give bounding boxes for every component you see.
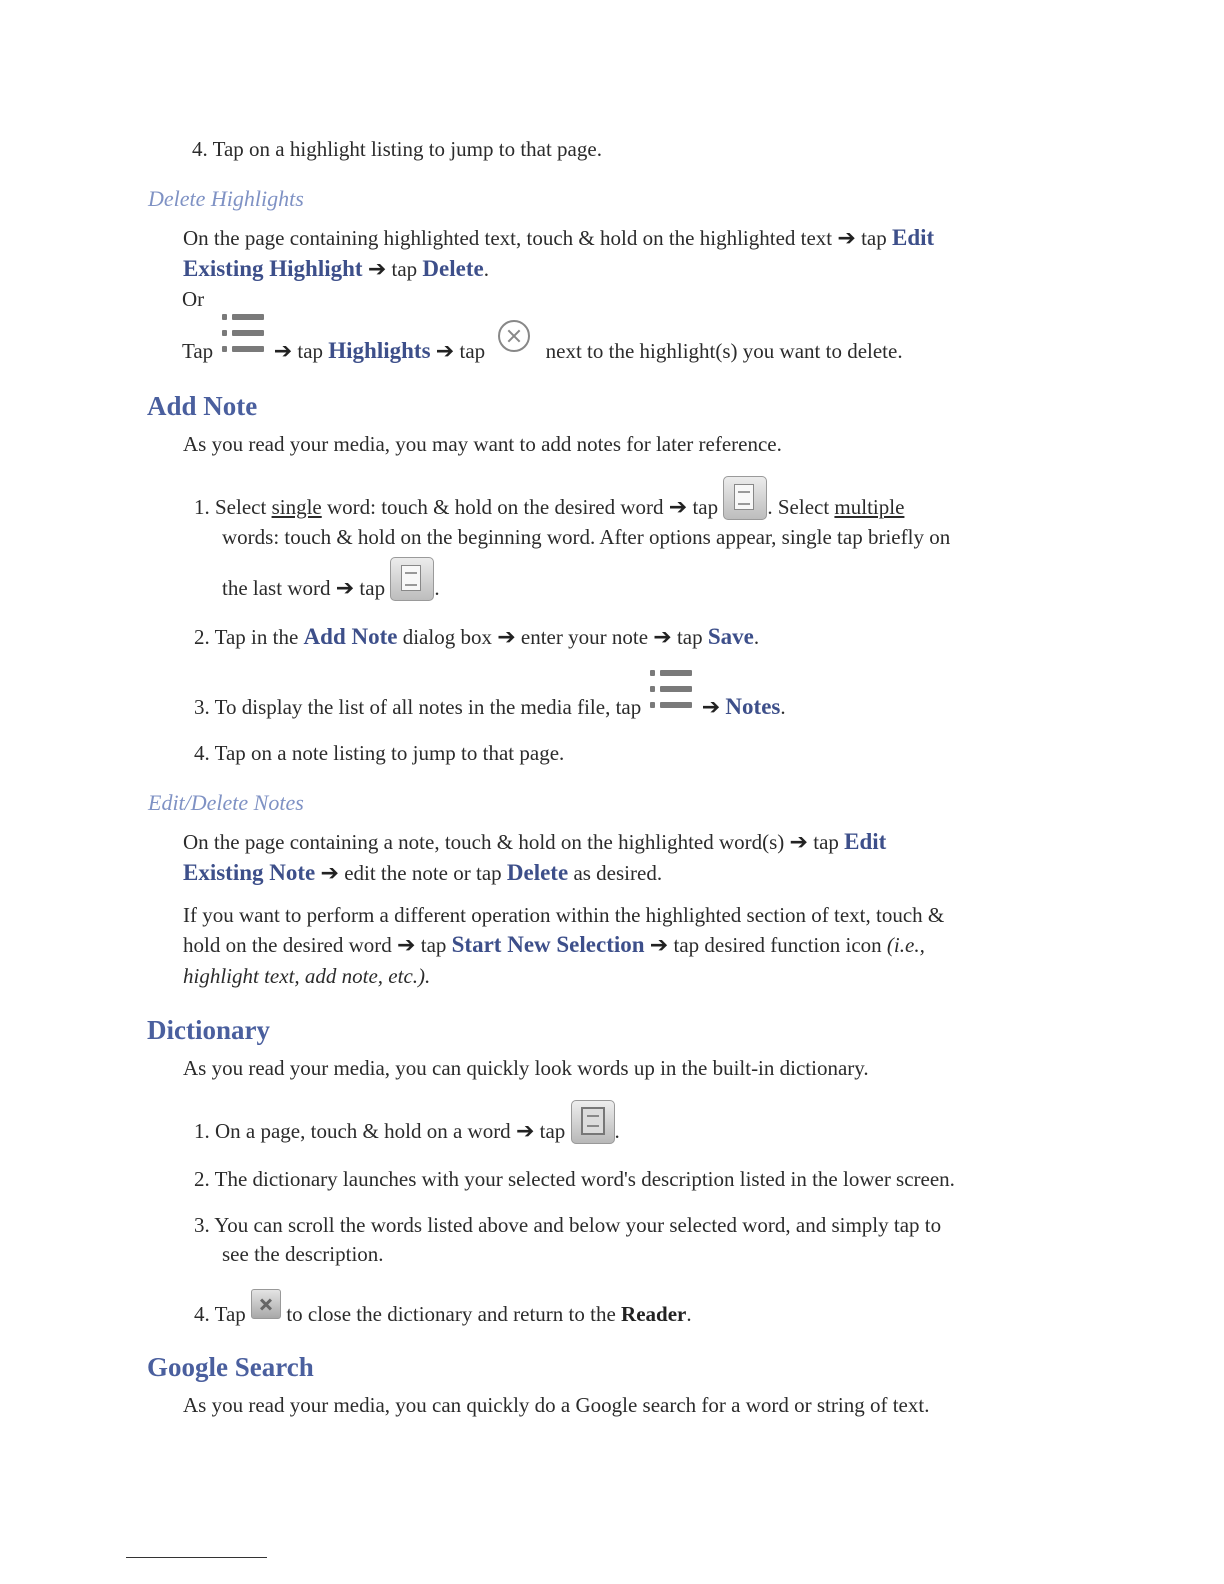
edit-delete-notes-heading: Edit/Delete Notes xyxy=(148,790,304,815)
step-number: 1. xyxy=(194,495,210,519)
keyword-edit: Edit xyxy=(844,829,887,854)
paragraph-text: tap xyxy=(692,495,719,519)
arrow-icon: ➔ xyxy=(515,1119,535,1144)
dictionary-heading: Dictionary xyxy=(147,1015,270,1045)
paragraph-text: On a page, touch & hold on a word xyxy=(215,1119,511,1143)
keyword-existing-note: Existing Note xyxy=(183,860,316,885)
paragraph-text: tap desired function icon xyxy=(673,933,882,957)
close-icon xyxy=(251,1289,281,1319)
paragraph-text: Tap on a note listing to jump to that page. xyxy=(214,741,565,765)
underlined-text-multiple: multiple xyxy=(834,495,905,519)
paragraph-text: Tap xyxy=(214,1302,246,1326)
delete-highlights-paragraph-line2 xyxy=(183,254,489,285)
step-number: 4. xyxy=(194,1302,210,1326)
paragraph-text: word: touch & hold on the desired word xyxy=(326,495,664,519)
edit-delete-notes-p2-line2 xyxy=(183,930,925,961)
add-note-step-1-line2: words: touch & hold on the beginning word. After options appear, single tap briefly on xyxy=(222,525,951,549)
highlights-step-4 xyxy=(192,134,602,164)
keyword-add-note: Add Note xyxy=(303,624,398,649)
paragraph-text: . xyxy=(780,695,786,719)
keyword-edit: Edit xyxy=(891,225,935,250)
paragraph-text: the last word xyxy=(222,576,331,600)
add-note-step-3 xyxy=(194,666,786,738)
add-note-step-2 xyxy=(194,622,759,653)
edit-delete-notes-p2-line1: If you want to perform a different operation within the highlighted section of text, touch & xyxy=(183,903,945,927)
paragraph-text: Tap xyxy=(182,339,214,363)
note-icon xyxy=(723,476,767,520)
paragraph-text: tap xyxy=(420,933,447,957)
paragraph-text: tap xyxy=(861,226,887,250)
keyword-start-new-selection: Start New Selection xyxy=(451,932,645,957)
arrow-icon: ➔ xyxy=(701,695,721,720)
step-text: Tap on a highlight listing to jump to that page. xyxy=(212,137,602,161)
google-search-heading: Google Search xyxy=(147,1352,314,1382)
paragraph-text: . xyxy=(753,625,760,649)
arrow-icon: ➔ xyxy=(335,576,355,601)
step-number: 3. xyxy=(194,695,210,719)
delete-highlights-heading: Delete Highlights xyxy=(148,186,304,211)
paragraph-text: tap xyxy=(297,339,324,363)
keyword-delete: Delete xyxy=(422,256,484,281)
cancel-icon xyxy=(498,320,530,352)
paragraph-text: . xyxy=(434,576,440,600)
arrow-icon: ➔ xyxy=(668,495,688,520)
italic-text: (i.e., xyxy=(886,933,925,957)
paragraph-text: Tap in the xyxy=(214,625,299,649)
edit-delete-notes-p2-line3: highlight text, add note, etc.). xyxy=(183,964,431,988)
paragraph-text: tap xyxy=(359,576,386,600)
keyword-save: Save xyxy=(707,624,754,649)
dictionary-icon xyxy=(571,1100,615,1144)
arrow-icon: ➔ xyxy=(837,226,856,251)
add-note-step-4 xyxy=(194,738,564,768)
arrow-icon: ➔ xyxy=(320,861,339,886)
arrow-icon: ➔ xyxy=(789,830,808,855)
note-icon xyxy=(390,557,434,601)
paragraph-text: . xyxy=(614,1119,620,1143)
paragraph-text: hold on the desired word xyxy=(183,933,392,957)
paragraph-text: enter your note xyxy=(520,625,649,649)
paragraph-text: The dictionary launches with your selected word's description listed in the lower screen. xyxy=(214,1167,955,1191)
underlined-text-single: single xyxy=(271,495,322,519)
dictionary-step-3-line2: see the description. xyxy=(222,1242,384,1266)
dictionary-intro: As you read your media, you can quickly look words up in the built-in dictionary. xyxy=(183,1056,869,1080)
arrow-icon: ➔ xyxy=(397,933,416,958)
delete-highlights-paragraph-line1 xyxy=(183,223,934,254)
arrow-icon: ➔ xyxy=(435,339,455,364)
paragraph-text: dialog box xyxy=(402,625,492,649)
dictionary-step-2 xyxy=(194,1164,955,1194)
paragraph-text: as desired. xyxy=(573,861,663,885)
paragraph-text: tap xyxy=(676,625,703,649)
delete-highlights-alternative xyxy=(182,310,903,382)
edit-delete-notes-p1-line2 xyxy=(183,858,662,889)
step-number: 4. xyxy=(194,741,210,765)
paragraph-text: You can scroll the words listed above and below your selected word, and simply tap to xyxy=(214,1213,942,1237)
paragraph-text: . Select xyxy=(767,495,830,519)
paragraph-text: To display the list of all notes in the media file, tap xyxy=(214,695,642,719)
step-number: 4. xyxy=(192,137,208,161)
menu-icon xyxy=(646,666,696,720)
arrow-icon: ➔ xyxy=(497,625,516,650)
paragraph-text: to close the dictionary and return to the xyxy=(286,1302,616,1326)
add-note-intro: As you read your media, you may want to add notes for later reference. xyxy=(183,432,782,456)
dictionary-step-1 xyxy=(194,1100,620,1162)
keyword-delete: Delete xyxy=(506,860,569,885)
footnote-divider xyxy=(126,1557,267,1558)
menu-icon xyxy=(218,310,268,364)
step-number: 2. xyxy=(194,1167,210,1191)
keyword-reader: Reader xyxy=(621,1302,687,1326)
step-number: 1. xyxy=(194,1119,210,1143)
or-text: Or xyxy=(182,287,205,311)
paragraph-text: tap xyxy=(391,257,418,281)
paragraph-text: On the page containing a note, touch & hold on the highlighted word(s) xyxy=(183,830,785,854)
keyword-notes: Notes xyxy=(725,694,781,719)
edit-delete-notes-p1-line1 xyxy=(183,827,886,858)
paragraph-text: next to the highlight(s) you want to delete. xyxy=(545,339,903,363)
paragraph-text: tap xyxy=(539,1119,566,1143)
paragraph-text: tap xyxy=(459,339,486,363)
add-note-heading: Add Note xyxy=(147,391,258,421)
arrow-icon: ➔ xyxy=(367,257,387,282)
dictionary-step-3-line1 xyxy=(194,1210,941,1240)
step-number: 3. xyxy=(194,1213,210,1237)
google-search-intro: As you read your media, you can quickly do a Google search for a word or string of text. xyxy=(183,1393,930,1417)
paragraph-text: tap xyxy=(813,830,839,854)
paragraph-text: . xyxy=(686,1302,692,1326)
arrow-icon: ➔ xyxy=(649,933,669,958)
add-note-step-1-line3 xyxy=(222,557,440,619)
paragraph-text: On the page containing highlighted text, touch & hold on the highlighted text xyxy=(183,226,833,250)
paragraph-text: edit the note or tap xyxy=(344,861,502,885)
arrow-icon: ➔ xyxy=(273,339,293,364)
keyword-highlights: Highlights xyxy=(328,338,431,363)
step-number: 2. xyxy=(194,625,210,649)
arrow-icon: ➔ xyxy=(653,625,672,650)
keyword-existing-highlight: Existing Highlight xyxy=(183,256,363,281)
paragraph-text: Select xyxy=(215,495,267,519)
dictionary-step-4 xyxy=(194,1289,692,1336)
paragraph-text: . xyxy=(483,257,489,281)
